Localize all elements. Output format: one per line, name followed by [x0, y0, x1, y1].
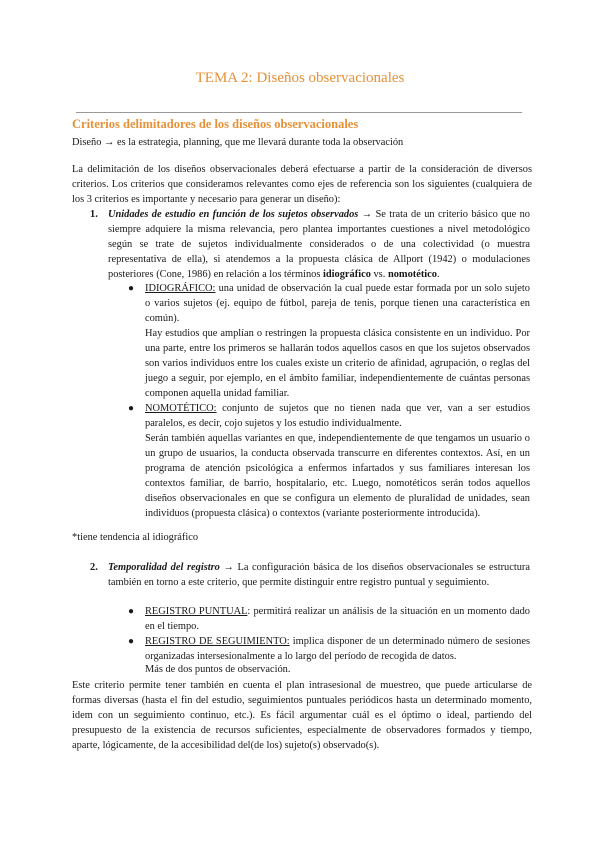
criterion-1-text-c: . — [437, 269, 440, 280]
registro-puntual-label: REGISTRO PUNTUAL — [145, 606, 248, 617]
title-divider — [76, 112, 522, 113]
closing-paragraph: Este criterio permite tener también en cuenta el plan intrasesional de muestreo, que puede articularse de formas diversas (hasta el fin del estudio, seguimientos puntuales periódicos hasta un determinado momento, idem con un seguimiento continuo, etc.). Es fácil argumentar cuál es el óptimo o ideal, partiendo del presupuesto de la existencia de recursos suficientes, especialmente de observadores formados y tiempo, aparte, lógicamente, de la accesibilidad del(de los) sujeto(s) observado(s). — [72, 680, 532, 751]
bullet-icon: ● — [128, 403, 135, 414]
bullet-icon: ● — [128, 283, 135, 294]
nomotetico-extra: Serán también aquellas variantes en que, independientemente de que tengamos un usuario o un grupo de usuarios, la conducta observada transcurre en diferentes contextos. Así, en un programa de atención psicológica a enfermos infartados y sus familiares interesan los contextos familiar, de barrio, hospitalario, etc. Luego, nomotéticos serán todos aquellos diseños observacionales en que se configura un elemento de pluralidad de unidades, sean individuos (propuesta clásica) o contextos (variante posteriormente introducida). — [145, 433, 530, 519]
term-nomotetico: nomotético — [387, 269, 437, 280]
registro-seguimiento-label: REGISTRO DE SEGUIMIENTO: — [145, 636, 290, 647]
nomotetico-text: conjunto de sujetos que no tienen nada que ver, van a ser estudios paralelos, es decir, cojo sujetos y los estudio individualmente. — [145, 403, 530, 429]
criterion-2-number: 2. — [90, 562, 98, 573]
registro-puntual-bullet — [145, 604, 530, 634]
criterion-1-text-b: vs. — [370, 269, 388, 280]
registro-seguimiento-bullet — [145, 634, 530, 664]
intro-paragraph: La delimitación de los diseños observacionales deberá efectuarse a partir de la consideración de diversos criterios. Los criterios que consideramos relevantes como ejes de referencia son los siguientes (cualquiera de los 3 criterios es importante y necesario para generar un diseño): — [72, 164, 532, 205]
design-definition: Diseño → es la estrategia, planning, que me llevará durante toda la observación — [72, 137, 404, 148]
criterion-1-paragraph — [108, 207, 530, 282]
bullet-icon: ● — [128, 636, 135, 647]
registro-seguimiento-extra: Más de dos puntos de observación. — [145, 664, 291, 675]
page-title: TEMA 2: Diseños observacionales — [195, 70, 405, 86]
bullet-icon: ● — [128, 606, 135, 617]
section-heading: Criterios delimitadores de los diseños observacionales — [72, 117, 359, 131]
idiografico-bullet — [145, 281, 530, 326]
registro-seguimiento-text: implica disponer de un determinado número de sesiones organizadas intersesionalmente a lo largo del período de recogida de datos. — [145, 636, 530, 662]
registro-puntual-text: : permitirá realizar un análisis de la situación en un momento dado en el tiempo. — [145, 606, 530, 632]
criterion-1-text-a: → Se trata de un criterio básico que no siempre adquiere la misma relevancia, pero plantea importantes cuestiones a nivel metodológico según se trate de sujetos individualmente considerados o de una colectividad (o muestra representativa de ella), si atendemos a la propuesta clásica de Allport (1942) o modulaciones posteriores (Cone, 1986) en relación a los términos — [108, 209, 530, 280]
criterion-2-heading: Temporalidad del registro — [108, 562, 220, 573]
criterion-2-text: → La configuración básica de los diseños observacionales se estructura también en torno a este criterio, que permite distinguir entre registro puntual y seguimiento. — [108, 562, 530, 588]
idiografico-label: IDIOGRÁFICO: — [145, 283, 216, 294]
nomotetico-bullet — [145, 401, 530, 431]
idiografico-text: una unidad de observación la cual puede estar formada por un solo sujeto o varios sujetos (ej. equipo de fútbol, pareja de tenis, porque tienen una característica en común). — [145, 283, 530, 324]
criterion-1-number: 1. — [90, 209, 98, 220]
idiografico-extra: Hay estudios que amplían o restringen la propuesta clásica consistente en un individuo. Por una parte, entre los primeros se hallarán todos aquellos casos en que los sujetos observados son varios individuos entre los cuales existe un criterio de afinidad, agrupación, o reglas del juego a seguir, por ejemplo, en el ámbito familiar, independientemente de cuántas personas componen aquella unidad familiar. — [145, 328, 530, 399]
nomotetico-label: NOMOTÉTICO: — [145, 403, 217, 414]
term-idiografico: idiográfico — [322, 269, 371, 280]
criterion-1-note: *tiene tendencia al idiográfico — [72, 532, 199, 543]
criterion-1-heading: Unidades de estudio en función de los sujetos observados — [108, 209, 359, 220]
criterion-2-paragraph — [108, 560, 530, 590]
